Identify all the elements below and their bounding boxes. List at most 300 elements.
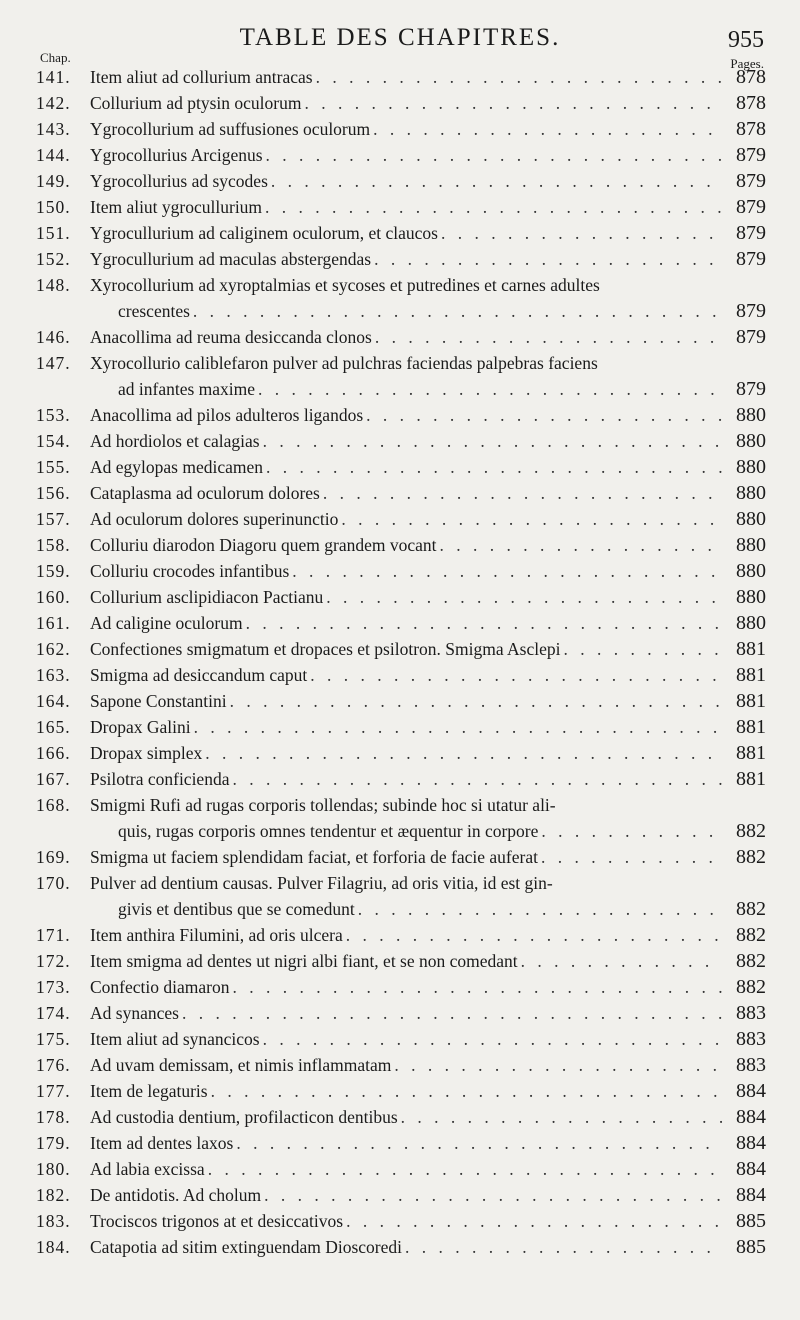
entry-text-cell [90,402,722,428]
dot-leader [326,584,722,610]
dot-leader [230,688,722,714]
dot-leader [541,844,722,870]
entry-text-cell [90,1130,722,1156]
chapter-title: Dropax simplex [90,743,203,763]
chapter-title: Cataplasma ad oculorum dolores [90,483,320,503]
running-title: TABLE DES CHAPITRES. [239,24,561,51]
toc-entry [0,402,800,428]
entry-text-cell [90,1052,722,1078]
chapter-title: givis et dentibus que se comedunt [118,899,355,919]
toc-entry-line [0,64,800,90]
page-reference: 879 [736,248,766,270]
page-reference: 880 [736,560,766,582]
chapter-title: Xyrocollurio caliblefaron pulver ad pulchras faciendas palpebras faciens [90,353,598,373]
page-reference: 878 [736,92,766,114]
toc-entry [0,350,800,402]
dot-leader [236,1130,722,1156]
dot-leader [375,324,722,350]
page-reference: 879 [736,222,766,244]
chapter-number: 157. [36,509,71,529]
dot-leader [292,558,722,584]
chapter-number: 178. [36,1107,71,1127]
entry-text-cell [90,272,722,298]
entry-text-cell [90,1026,722,1052]
entry-text-cell [90,168,722,194]
chapter-number: 153. [36,405,71,425]
dot-leader [394,1052,722,1078]
chapter-title: Ad labia excissa [90,1159,205,1179]
chapter-number: 159. [36,561,71,581]
chapter-number: 174. [36,1003,71,1023]
dot-leader [264,1182,722,1208]
toc-entry-line [0,142,800,168]
toc-entry-line [0,90,800,116]
chapter-title: Item aliut ad synancicos [90,1029,260,1049]
dot-leader [211,1078,722,1104]
dot-leader [316,64,722,90]
toc-entry-line [0,1208,800,1234]
chapter-title: Colluriu crocodes infantibus [90,561,290,581]
chapter-title: Pulver ad dentium causas. Pulver Filagriu, ad oris vitia, id est gin- [90,873,553,893]
chapter-title: Collurium ad ptysin oculorum [90,93,302,113]
toc-entry [0,1156,800,1182]
dot-leader [405,1234,722,1260]
dot-leader [258,376,722,402]
chapter-title: Ygrocollurium ad suffusiones oculorum [90,119,371,139]
dot-leader [271,168,722,194]
chapter-title: Item smigma ad dentes ut nigri albi fiant, et se non comedant [90,951,518,971]
chapter-number: 175. [36,1029,71,1049]
dot-leader [246,610,722,636]
entry-text-cell [90,558,722,584]
toc-entry [0,610,800,636]
page-reference: 881 [736,690,766,712]
toc-entry [0,194,800,220]
chapter-number: 146. [36,327,71,347]
toc-entry-line [0,1026,800,1052]
chapter-title: Item de legaturis [90,1081,208,1101]
dot-leader [341,506,722,532]
dot-leader [266,142,722,168]
page-reference: 882 [736,898,766,920]
page-number: 955 [728,27,764,53]
toc-entry [0,1026,800,1052]
dot-leader [358,896,722,922]
dot-leader [346,1208,722,1234]
toc-entry-line [0,636,800,662]
chapter-number: 182. [36,1185,71,1205]
toc-entry-line [0,766,800,792]
chapter-title: Confectiones smigmatum et dropaces et psilotron. Smigma Asclepi [90,639,561,659]
dot-leader [541,818,722,844]
chapter-title: Ad egylopas medicamen [90,457,264,477]
toc-entry-line [0,350,800,376]
toc-entry [0,974,800,1000]
toc-entry [0,246,800,272]
page-reference: 881 [736,768,766,790]
dot-leader [194,714,722,740]
chapter-number: 147. [36,353,71,373]
toc-entry [0,480,800,506]
toc-entry-line [0,844,800,870]
chapter-number: 169. [36,847,71,867]
entry-text-cell [90,714,722,740]
page-reference: 879 [736,170,766,192]
chapter-number: 141. [36,67,71,87]
chapter-title: Ad synances [90,1003,179,1023]
toc-entry-line [0,168,800,194]
chapter-number: 167. [36,769,71,789]
toc-entry-line [0,480,800,506]
chapter-title: Ygrocullurium ad maculas abstergendas [90,249,372,269]
dot-leader [208,1156,722,1182]
page-reference: 882 [736,950,766,972]
entry-text-cell [90,844,722,870]
toc-entry-line [0,1078,800,1104]
dot-leader [263,1026,722,1052]
toc-entry [0,506,800,532]
chapter-title: Ygrocollurius ad sycodes [90,171,268,191]
toc-entry [0,532,800,558]
toc-entry-line [0,688,800,714]
dot-leader [182,1000,722,1026]
toc-entry [0,662,800,688]
dot-leader [401,1104,722,1130]
page-reference: 878 [736,118,766,140]
page-reference: 879 [736,144,766,166]
entry-text-cell [90,506,722,532]
page-reference: 882 [736,846,766,868]
dot-leader [304,90,722,116]
chapter-title: Item anthira Filumini, ad oris ulcera [90,925,343,945]
page-reference: 885 [736,1236,766,1258]
chapter-title: Ad uvam demissam, et nimis inflammatam [90,1055,392,1075]
entry-text-cell [90,766,722,792]
page-reference: 880 [736,404,766,426]
chapter-title: Ad oculorum dolores superinunctio [90,509,339,529]
entry-text-cell [90,454,722,480]
entry-text-cell [90,324,722,350]
chapter-title: Item aliut ad collurium antracas [90,67,313,87]
chapter-title: Ad hordiolos et calagias [90,431,260,451]
entry-text-cell [90,688,722,714]
toc-entry-line [0,532,800,558]
entry-text-cell [90,922,722,948]
toc-entry-line [0,740,800,766]
dot-leader [323,480,722,506]
entry-text-cell [90,662,722,688]
toc-entry [0,948,800,974]
chapter-number: 158. [36,535,71,555]
dot-leader [310,662,722,688]
page-reference: 880 [736,430,766,452]
dot-leader [521,948,722,974]
page-reference: 882 [736,924,766,946]
entry-text-cell [118,896,722,922]
page-reference: 882 [736,820,766,842]
chapter-number: 142. [36,93,71,113]
chapter-title: Smigma ad desiccandum caput [90,665,308,685]
entry-text-cell [90,636,722,662]
chapter-title: Smigmi Rufi ad rugas corporis tollendas; subinde hoc si utatur ali- [90,795,556,815]
chapter-title: Dropax Galini [90,717,191,737]
entry-text-cell [90,350,722,376]
toc-entry-line [0,1234,800,1260]
page-reference: 884 [736,1106,766,1128]
entry-text-cell [118,818,722,844]
chapter-title: Xyrocollurium ad xyroptalmias et sycoses et putredines et carnes adultes [90,275,600,295]
dot-leader [205,740,722,766]
toc-entry-line [0,662,800,688]
chapter-number: 149. [36,171,71,191]
toc-entry-line [0,402,800,428]
chapter-number: 165. [36,717,71,737]
entry-text-cell [90,974,722,1000]
toc-entry-line [0,1000,800,1026]
toc-entry-line [0,1104,800,1130]
chapter-number: 172. [36,951,71,971]
chapter-title: quis, rugas corporis omnes tendentur et æquentur in corpore [118,821,539,841]
chapter-number: 183. [36,1211,71,1231]
toc-entry [0,584,800,610]
toc-entry-line [0,714,800,740]
page-reference: 881 [736,742,766,764]
chapter-number: 143. [36,119,71,139]
toc-entry-line [0,246,800,272]
toc-entry [0,1234,800,1260]
page-reference: 880 [736,482,766,504]
toc-entry-line [0,1182,800,1208]
page-reference: 879 [736,196,766,218]
toc-entry [0,922,800,948]
dot-leader [366,402,722,428]
entry-text-cell [90,792,722,818]
entry-text-cell [90,610,722,636]
page-reference: 880 [736,586,766,608]
entry-text-cell [90,740,722,766]
chapter-title: Ad custodia dentium, profilacticon dentibus [90,1107,398,1127]
toc-entry [0,1078,800,1104]
chapter-number: 171. [36,925,71,945]
chapter-title: Colluriu diarodon Diagoru quem grandem vocant [90,535,437,555]
toc-entry [0,714,800,740]
toc-entry [0,870,800,922]
chapter-number: 164. [36,691,71,711]
chapter-number: 155. [36,457,71,477]
chapter-title: Catapotia ad sitim extinguendam Dioscoredi [90,1237,403,1257]
chapter-title: crescentes [118,301,190,321]
chapter-number: 179. [36,1133,71,1153]
toc-entry [0,740,800,766]
toc-entry-continuation [0,376,800,402]
page-reference: 879 [736,378,766,400]
toc-entry [0,1104,800,1130]
toc-entry-line [0,610,800,636]
chapter-number: 148. [36,275,71,295]
page-reference: 884 [736,1184,766,1206]
chapter-number: 163. [36,665,71,685]
page-reference: 883 [736,1054,766,1076]
chapter-title: Item ad dentes laxos [90,1133,234,1153]
toc-entry-continuation [0,818,800,844]
chapter-number: 156. [36,483,71,503]
dot-leader [441,220,722,246]
chapter-number: 144. [36,145,71,165]
page-reference: 884 [736,1132,766,1154]
chapter-number: 151. [36,223,71,243]
chapter-number: 160. [36,587,71,607]
entry-text-cell [90,116,722,142]
toc-entry-line [0,792,800,818]
page-reference: 879 [736,326,766,348]
entry-text-cell [90,90,722,116]
page-reference: 884 [736,1158,766,1180]
page-reference: 881 [736,638,766,660]
chapter-number: 154. [36,431,71,451]
chapter-title: Anacollima ad reuma desiccanda clonos [90,327,372,347]
entry-text-cell [90,870,722,896]
chapter-title: Ygrocullurium ad caliginem oculorum, et claucos [90,223,438,243]
toc-entry-line [0,870,800,896]
chapter-title: Collurium asclipidiacon Pactianu [90,587,324,607]
entry-text-cell [90,1234,722,1260]
dot-leader [232,766,722,792]
toc-entry [0,1208,800,1234]
entry-text-cell [90,194,722,220]
chapter-number: 161. [36,613,71,633]
dot-leader [440,532,722,558]
chapter-number: 176. [36,1055,71,1075]
entry-text-cell [90,1000,722,1026]
toc-entry-line [0,220,800,246]
toc-entry [0,220,800,246]
toc-entry [0,688,800,714]
toc-entry [0,142,800,168]
entry-text-cell [118,298,722,324]
toc-entry-line [0,116,800,142]
entry-text-cell [90,584,722,610]
toc-entry [0,636,800,662]
chapter-title: Sapone Constantini [90,691,227,711]
page-reference: 884 [736,1080,766,1102]
toc-entry-continuation [0,298,800,324]
toc-entry [0,168,800,194]
toc-entry-line [0,1130,800,1156]
entry-text-cell [90,480,722,506]
table-of-contents [0,64,800,1260]
entry-text-cell [118,376,722,402]
chapter-number: 168. [36,795,71,815]
entry-text-cell [90,428,722,454]
page-reference: 883 [736,1028,766,1050]
chapter-number: 150. [36,197,71,217]
toc-entry [0,766,800,792]
dot-leader [374,246,722,272]
entry-text-cell [90,1104,722,1130]
chapter-number: 177. [36,1081,71,1101]
chapter-title: De antidotis. Ad cholum [90,1185,262,1205]
page-reference: 882 [736,976,766,998]
page-reference: 880 [736,456,766,478]
dot-leader [193,298,722,324]
dot-leader [266,454,722,480]
toc-entry-line [0,948,800,974]
dot-leader [263,428,722,454]
chapter-title: Confectio diamaron [90,977,230,997]
toc-entry [0,1130,800,1156]
page-reference: 879 [736,300,766,322]
toc-entry-line [0,194,800,220]
page-reference: 880 [736,612,766,634]
chapter-title: Ad caligine oculorum [90,613,243,633]
toc-entry [0,272,800,324]
entry-text-cell [90,1156,722,1182]
chapter-column-label: Chap. [40,50,71,65]
chapter-title: Item aliut ygrocullurium [90,197,263,217]
chapter-number: 184. [36,1237,71,1257]
chapter-number: 152. [36,249,71,269]
toc-entry [0,1000,800,1026]
chapter-title: Trociscos trigonos at et desiccativos [90,1211,344,1231]
toc-entry [0,324,800,350]
chapter-title: Anacollima ad pilos adulteros ligandos [90,405,364,425]
toc-entry [0,558,800,584]
toc-entry [0,792,800,844]
toc-entry [0,454,800,480]
chapter-title: Ygrocollurius Arcigenus [90,145,263,165]
toc-entry-line [0,272,800,298]
dot-leader [373,116,722,142]
page-reference: 881 [736,664,766,686]
entry-text-cell [90,1078,722,1104]
toc-entry [0,844,800,870]
page-reference: 880 [736,508,766,530]
toc-entry [0,116,800,142]
chapter-number: 166. [36,743,71,763]
pages-column-label: Pages. [730,56,764,71]
toc-entry-line [0,1156,800,1182]
toc-entry [0,90,800,116]
toc-entry-line [0,1052,800,1078]
entry-text-cell [90,64,722,90]
toc-entry [0,64,800,90]
toc-entry-line [0,922,800,948]
toc-entry-line [0,974,800,1000]
dot-leader [232,974,722,1000]
entry-text-cell [90,1182,722,1208]
chapter-number: 170. [36,873,71,893]
page-reference: 878 [736,66,766,88]
chapter-title: Smigma ut faciem splendidam faciat, et forforia de facie auferat [90,847,538,867]
page-reference: 885 [736,1210,766,1232]
chapter-number: 180. [36,1159,71,1179]
entry-text-cell [90,532,722,558]
toc-entry-line [0,584,800,610]
toc-entry-line [0,324,800,350]
page-reference: 880 [736,534,766,556]
page-reference: 883 [736,1002,766,1024]
chapter-number: 173. [36,977,71,997]
chapter-title: Psilotra conficienda [90,769,230,789]
toc-entry-line [0,558,800,584]
chapter-number: 162. [36,639,71,659]
entry-text-cell [90,220,722,246]
dot-leader [265,194,722,220]
dot-leader [346,922,722,948]
entry-text-cell [90,1208,722,1234]
toc-entry-continuation [0,896,800,922]
toc-entry [0,1052,800,1078]
